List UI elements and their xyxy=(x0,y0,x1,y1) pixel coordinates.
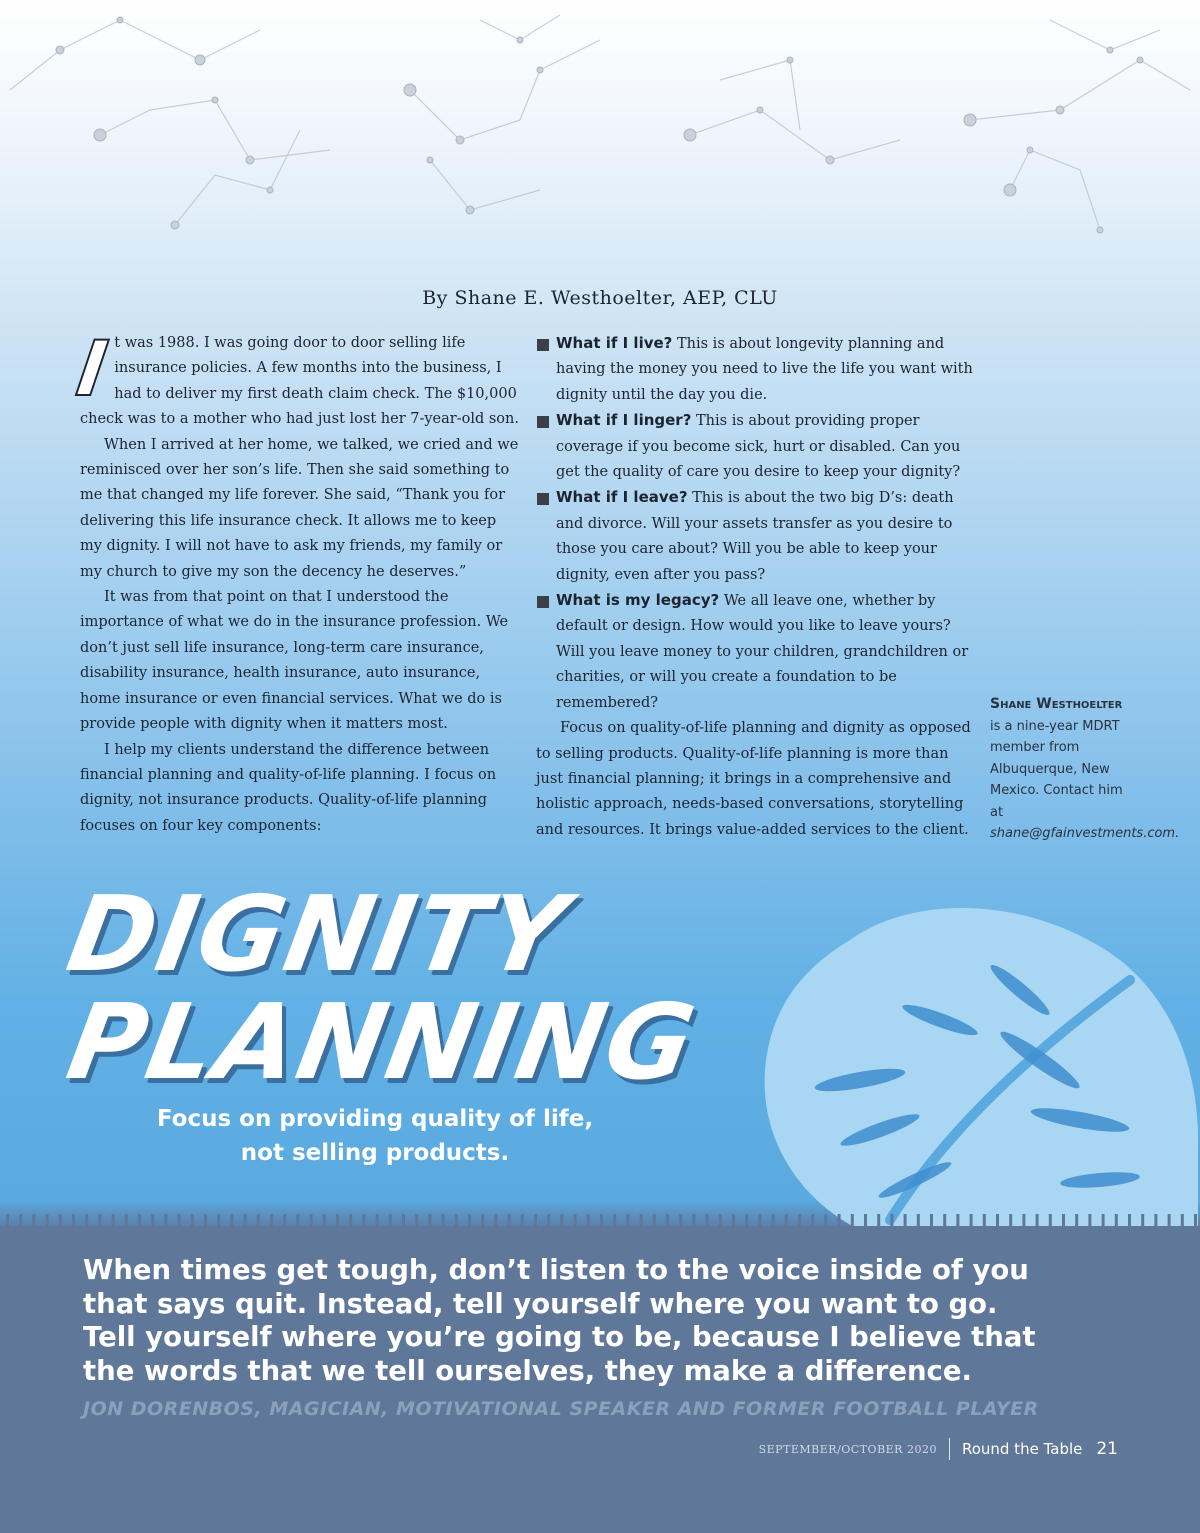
quote-line: Tell yourself where you’re going to be, because I believe that xyxy=(83,1321,1036,1353)
bullet-text: This is about the two big D’s: death and divorce. Will your assets transfer as you desire to those you care about? Will you be able to keep your dignity, even after you pass? xyxy=(556,490,954,583)
paragraph-4: I help my clients understand the difference between financial planning and quality-of-life planning. I focus on dignity, not insurance products. Quality-of-life planning focuses on four key components: xyxy=(80,741,497,834)
square-bullet-icon xyxy=(537,596,549,608)
closing-paragraph: Focus on quality-of-life planning and dignity as opposed to selling products. Quality-of-life planning is more than just financial planning; it brings in a comprehensive and holistic approach, needs-based conversations, storytelling and resources. It brings value-added services to the client. xyxy=(536,720,971,838)
bullet-question: What if I live? xyxy=(556,334,673,352)
bullet-linger xyxy=(536,408,976,485)
page-footer xyxy=(759,1436,1118,1462)
monstera-leaf-illustration xyxy=(740,900,1200,1230)
issue-date: SEPTEMBER/OCTOBER 2020 xyxy=(758,1442,937,1456)
bullet-text: This is about longevity planning and having the money you need to live the life you want with dignity until the day you die. xyxy=(556,336,973,403)
subtitle-line-1: Focus on providing quality of life, xyxy=(156,1106,594,1132)
square-bullet-icon xyxy=(537,416,549,428)
headline-line-1: DIGNITY xyxy=(59,873,578,995)
paragraph-1: t was 1988. I was going door to door selling life insurance policies. A few months into the business, I had to deliver my first death claim check. The $10,000 check was to a mother who had just lost her 7-year-old son. xyxy=(80,335,519,428)
bullet-question: What if I linger? xyxy=(556,411,692,430)
author-bio-text: is a nine-year MDRT member from Albuquerque, New Mexico. Contact him at xyxy=(990,718,1123,820)
subtitle-line-2: not selling products. xyxy=(240,1140,510,1166)
author-name: Shane Westhoelter xyxy=(990,696,1123,712)
author-bio xyxy=(990,694,1180,845)
page-number: 21 xyxy=(1096,1439,1118,1459)
pull-quote xyxy=(83,1254,1143,1388)
quote-line: the words that we tell ourselves, they make a difference. xyxy=(83,1354,972,1387)
bullet-text: This is about providing proper coverage if you become sick, hurt or disabled. Can you get the quality of care you desire to keep your dignity? xyxy=(556,413,961,481)
bullet-live xyxy=(536,331,976,408)
subtitle xyxy=(120,1102,630,1170)
footer-divider xyxy=(949,1438,950,1460)
drop-cap: I xyxy=(71,324,113,413)
author-email[interactable]: shane@gfainvestments.com. xyxy=(990,826,1180,841)
bullet-text: We all leave one, whether by default or design. How would you like to leave yours? Will you leave money to your children, grandchildren or charities, or will you create a foundation to be remembered? xyxy=(556,593,969,711)
quote-line: that says quit. Instead, tell yourself where you want to go. xyxy=(83,1287,998,1320)
bullet-legacy xyxy=(536,588,976,716)
headline-line-2: PLANNING xyxy=(59,981,705,1103)
quote-line: When times get tough, don’t listen to the voice inside of you xyxy=(83,1254,1029,1286)
bullet-leave xyxy=(536,485,976,588)
headline xyxy=(59,873,770,1103)
square-bullet-icon xyxy=(537,339,549,351)
article-column-right xyxy=(536,331,976,843)
paragraph-3: It was from that point on that I understood the importance of what we do in the insurance profession. We don’t just sell life insurance, long-term care insurance, disability insurance, health insurance, auto insurance, home insurance or even financial services. What we do is provide people with dignity when it matters most. xyxy=(80,589,509,733)
bullet-question: What if I leave? xyxy=(556,488,688,507)
paragraph-2: When I arrived at her home, we talked, we cried and we reminisced over her son’s life. Then she said something to me that changed my life forever. She said, “Thank you for delivering this life insurance check. It allows me to keep my dignity. I will not have to ask my friends, my family or my church to give my son the decency he deserves.” xyxy=(80,436,519,580)
magazine-name: Round the Table xyxy=(961,1440,1083,1458)
square-bullet-icon xyxy=(537,493,549,505)
quote-attribution: JON DORENBOS, MAGICIAN, MOTIVATIONAL SPEAKER AND FORMER FOOTBALL PLAYER xyxy=(83,1398,1039,1420)
network-graphic xyxy=(0,0,1200,300)
byline: By Shane E. Westhoelter, AEP, CLU xyxy=(422,287,778,309)
bullet-question: What is my legacy? xyxy=(556,591,720,610)
article-column-left xyxy=(71,324,520,839)
